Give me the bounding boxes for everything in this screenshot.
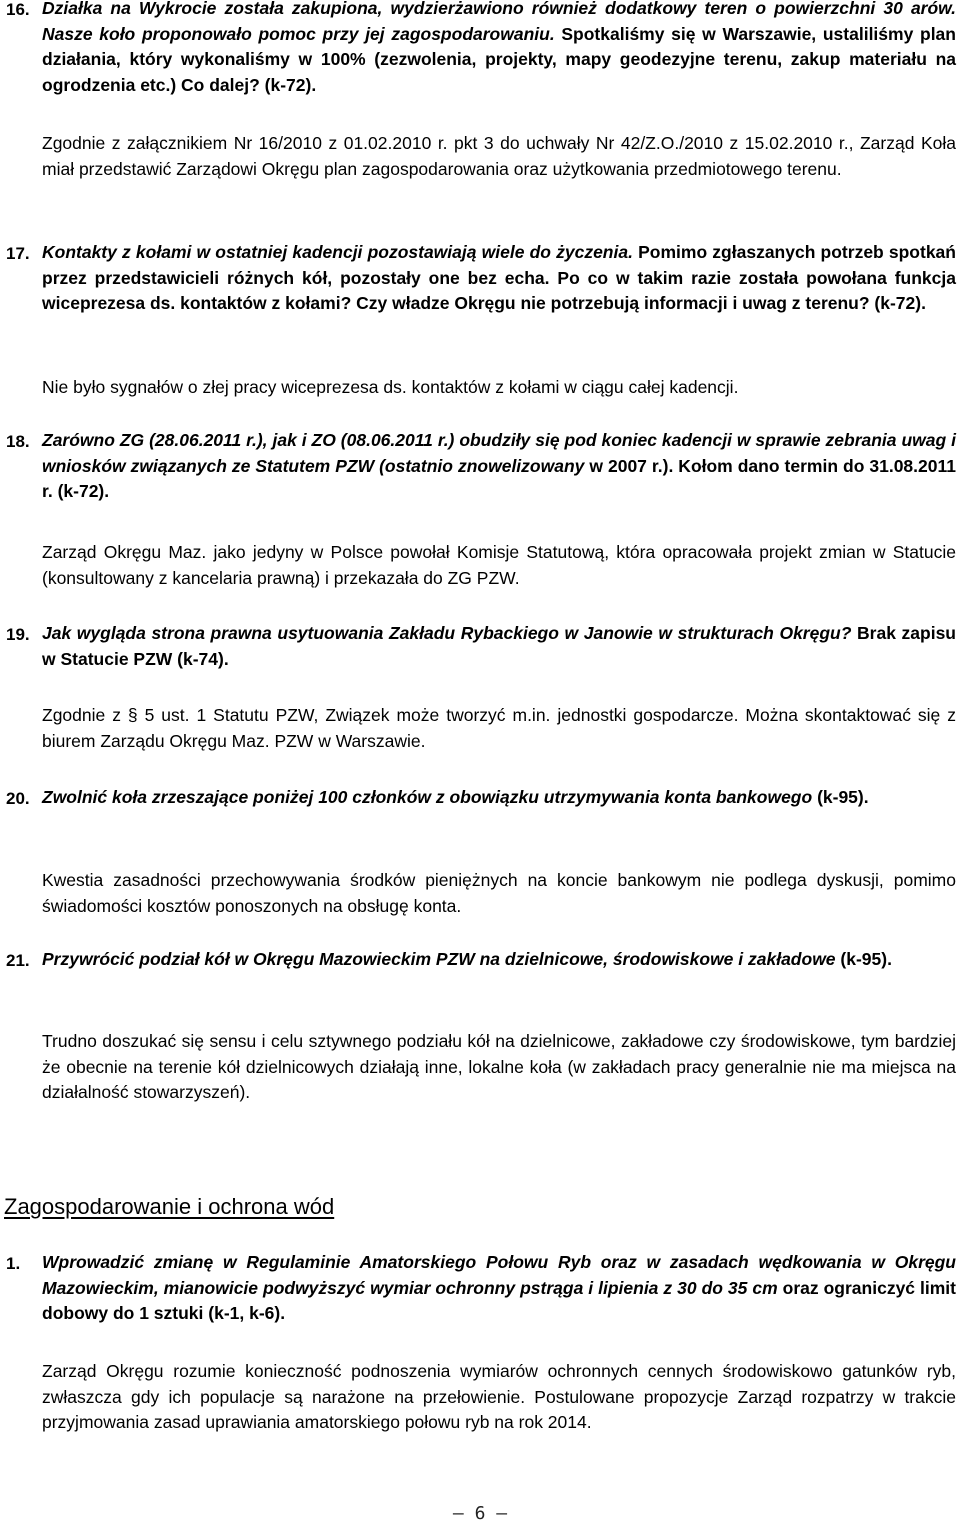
section-heading: Zagospodarowanie i ochrona wód <box>4 1194 335 1219</box>
item-answer: Zgodnie z załącznikiem Nr 16/2010 z 01.02.2010 r. pkt 3 do uchwały Nr 42/Z.O./2010 z 15.02.2010 r., Zarząd Koła miał przedstawić Zarządowi Okręgu plan zagospodarowania oraz użytkowania przedmiotowego terenu. <box>42 133 956 179</box>
item-question <box>42 240 956 317</box>
item-number: 21. <box>6 951 30 970</box>
item-question <box>42 428 956 505</box>
question-upright: Brak zapisu w Statucie PZW (k-74). <box>42 623 956 669</box>
item-answer: Zarząd Okręgu Maz. jako jedyny w Polsce powołał Komisje Statutową, która opracowała projekt zmian w Statucie (konsultowany z kancelaria prawną) i przekazała do ZG PZW. <box>42 542 956 588</box>
item-question <box>42 0 956 98</box>
question-italic: Wprowadzić zmianę w Regulaminie Amatorskiego Połowu Ryb oraz w zasadach wędkowania w Okręgu Mazowieckim, mianowicie podwyższyć wymiar ochronny pstrąga i lipienia z 30 do 35 cm <box>42 1252 956 1298</box>
question-upright: Pomimo zgłaszanych potrzeb spotkań przez przedstawicieli różnych kół, pozostały one bez echa. Po co w takim razie została powołana funkcja wiceprezesa ds. kontaktów z kołami? Czy władze Okręgu nie potrzebują informacji i uwag z terenu? (k-72). <box>42 242 956 313</box>
question-italic: Kontakty z kołami w ostatniej kadencji pozostawiają wiele do życzenia. <box>42 242 633 262</box>
question-upright: (k-95). <box>835 949 892 969</box>
question-upright: w 2007 r.). Kołom dano termin do 31.08.2011 r. (k-72). <box>42 455 956 501</box>
item-question <box>42 947 956 973</box>
item-number: 18. <box>6 432 30 451</box>
question-italic: Przywrócić podział kół w Okręgu Mazowieckim PZW na dzielnicowe, środowiskowe i zakładowe <box>42 949 836 969</box>
question-italic: Działka na Wykrocie została zakupiona, wydzierżawiono również dodatkowy teren o powierzchni 30 arów. Nasze koło proponowało pomoc przy jej zagospodarowaniu. <box>42 0 956 44</box>
question-italic: Zarówno ZG (28.06.2011 r.), jak i ZO (08.06.2011 r.) obudziły się pod koniec kadencji w sprawie zebrania uwag i wniosków związanych ze Statutem PZW (ostatnio znowelizowany <box>42 430 956 476</box>
item-answer: Zgodnie z § 5 ust. 1 Statutu PZW, Związek może tworzyć m.in. jednostki gospodarcze. Można skontaktować się z biurem Zarządu Okręgu Maz. PZW w Warszawie. <box>42 705 956 751</box>
item-number: 17. <box>6 244 30 263</box>
question-upright: (k-95). <box>812 787 869 807</box>
item-answer: Nie było sygnałów o złej pracy wiceprezesa ds. kontaktów z kołami w ciągu całej kadencji. <box>42 377 739 397</box>
item-answer: Zarząd Okręgu rozumie konieczność podnoszenia wymiarów ochronnych cennych środowiskowo gatunków ryb, zwłaszcza gdy ich populacje są narażone na przełowienie. Postulowane propozycje Zarząd rozpatrzy w trakcie przyjmowania zasad uprawiania amatorskiego połowu ryb na rok 2014. <box>42 1361 956 1432</box>
question-upright: Spotkaliśmy się w Warszawie, ustaliliśmy plan działania, który wykonaliśmy w 100% (zezwolenia, projekty, mapy geodezyjne terenu, zakup materiału na ogrodzenia etc.) Co dalej? (k-72). <box>42 23 956 95</box>
item-question <box>42 621 956 672</box>
question-italic: Jak wygląda strona prawna usytuowania Zakładu Rybackiego w Janowie w strukturach Okręgu? <box>42 623 852 643</box>
item-question <box>42 785 956 811</box>
item-number: 19. <box>6 625 30 644</box>
item-question <box>42 1250 956 1327</box>
item-answer: Kwestia zasadności przechowywania środków pieniężnych na koncie bankowym nie podlega dyskusji, pomimo świadomości kosztów ponoszonych na obsługę konta. <box>42 870 956 916</box>
item-number: 20. <box>6 789 30 808</box>
item-answer: Trudno doszukać się sensu i celu sztywnego podziału kół na dzielnicowe, zakładowe czy środowiskowe, tym bardziej że obecnie na terenie kół dzielnicowych działają inne, lokalne koła (w zakładach pracy generalnie nie ma miejsca na działalność stowarzyszeń). <box>42 1031 956 1102</box>
item-number: 1. <box>6 1254 21 1273</box>
question-italic: Zwolnić koła zrzeszające poniżej 100 członków z obowiązku utrzymywania konta bankowego <box>42 787 813 807</box>
item-number: 16. <box>6 0 30 19</box>
page-number: – 6 – <box>452 1503 508 1524</box>
question-upright: oraz ograniczyć limit dobowy do 1 sztuki (k-1, k-6). <box>42 1277 956 1323</box>
